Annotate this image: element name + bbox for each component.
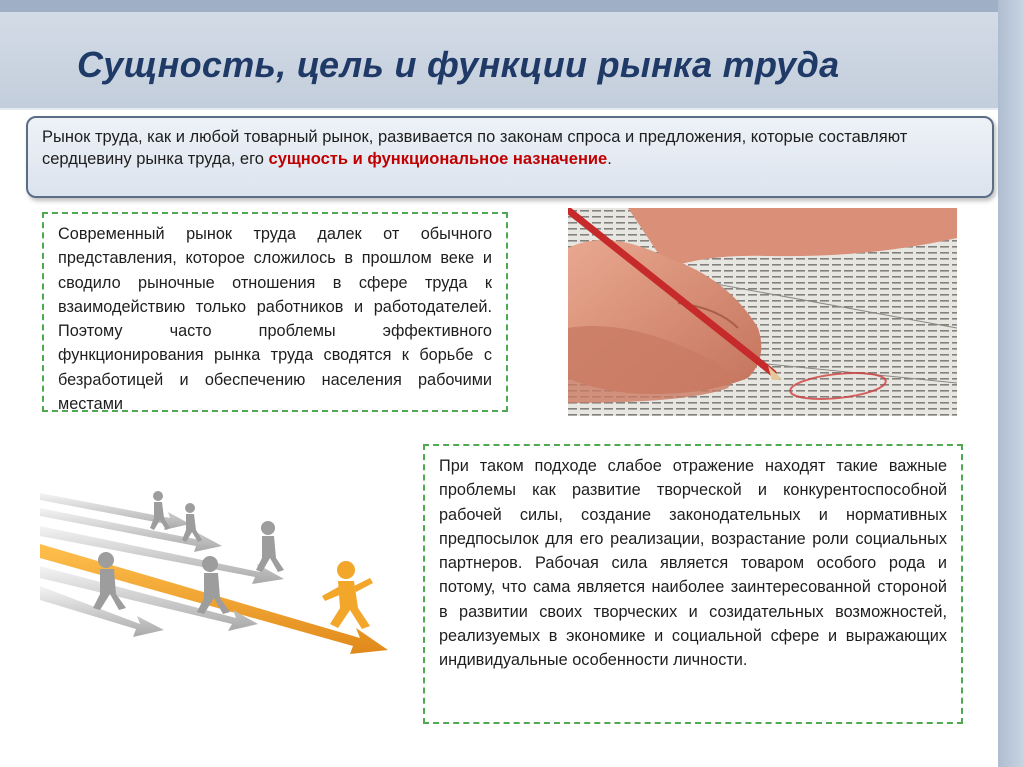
intro-text: Рынок труда, как и любой товарный рынок, развивается по законам спроса и предложения, которые составляют сердцевину рынка труда, его — [42, 128, 908, 168]
slide-title: Сущность, цель и функции рынка труда — [77, 44, 840, 85]
racing-arrows-image — [40, 478, 390, 668]
intro-highlight: сущность и функциональное назначение — [268, 150, 608, 168]
right-band — [998, 0, 1024, 767]
labor-force-box — [423, 444, 963, 724]
labor-market-box — [42, 212, 508, 412]
intro-end: . — [607, 150, 612, 168]
labor-force-text: При таком подходе слабое отражение находят такие важные проблемы как развитие творческой и конкурентоспособной рабочей силы, создание законодательных и нормативных предпосылок для его реализации, возрастание роли социальных партнеров. Рабочая сила является товаром особого рода и потому, что сама является наиболее заинтересованной стороной в развитии своих творческих и созидательных возможностей, реализуемых в экономике и социальной сфере и выражающих индивидуальные особенности личности. — [439, 457, 947, 670]
newspaper-pencil-image — [568, 208, 957, 416]
intro-box — [26, 116, 994, 198]
title-bar — [0, 12, 998, 110]
top-band — [0, 0, 1024, 12]
labor-market-text: Современный рынок труда далек от обычного представления, которое сложилось в прошлом веке и сводило рыночные отношения в сфере труда к взаимодействию только работников и работодателей. Поэтому часто проблемы эффективного функционирования рынка труда сводятся к борьбе с безработицей и обеспечению населения рабочими местами — [58, 225, 492, 414]
